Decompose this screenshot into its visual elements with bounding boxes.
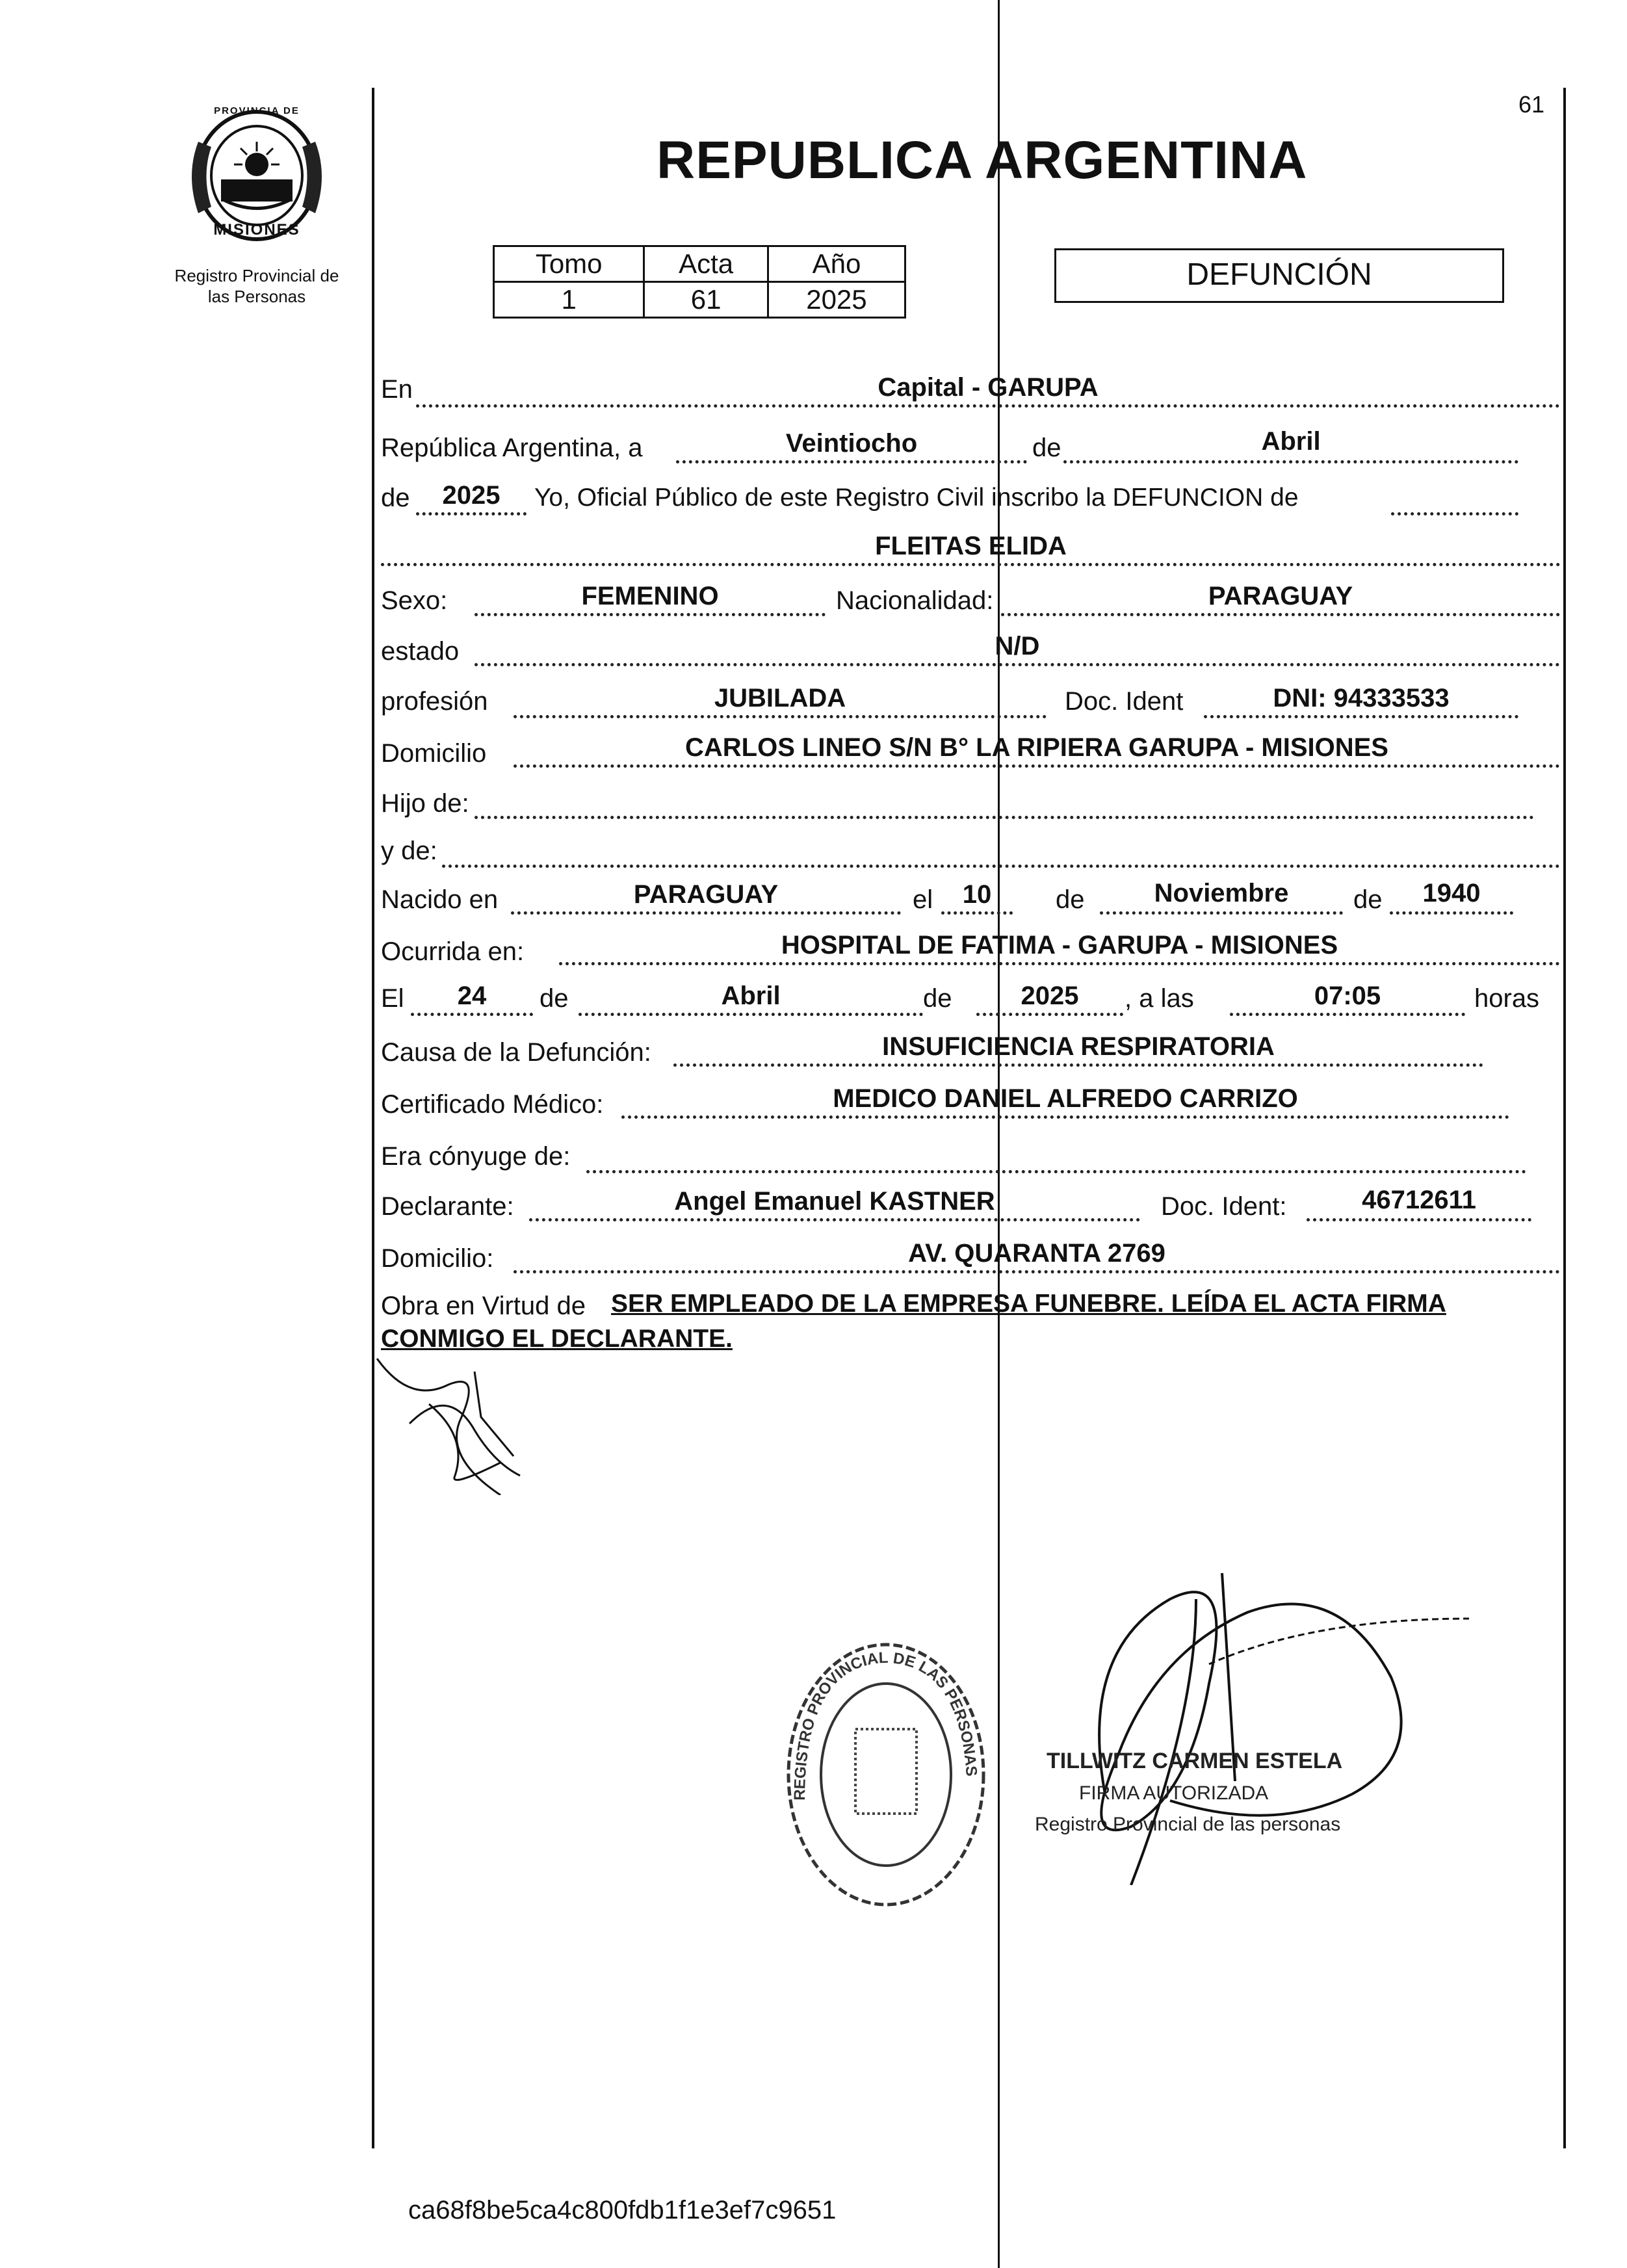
certificado-label: Certificado Médico: [381, 1090, 604, 1119]
page-number: 61 [1518, 91, 1545, 118]
dotted-line [514, 715, 1047, 718]
table-row [494, 282, 905, 318]
ocurrida-label: Ocurrida en: [381, 937, 525, 966]
dotted-line [529, 1218, 1140, 1221]
dotted-line [1230, 1013, 1465, 1016]
en-label: En [381, 375, 413, 404]
dotted-line [442, 865, 1560, 868]
death-month: Abril [721, 982, 781, 1010]
birth-de1-label: de [1056, 885, 1085, 914]
document-hash: ca68f8be5ca4c800fdb1f1e3ef7c9651 [408, 2196, 837, 2224]
dotted-line [514, 764, 1560, 768]
left-margin-rule [372, 88, 374, 2148]
death-year: 2025 [1021, 982, 1079, 1010]
nacionalidad-value: PARAGUAY [1208, 582, 1353, 610]
registry-name-line2: las Personas [207, 287, 306, 306]
page-title: REPUBLICA ARGENTINA [657, 131, 1308, 190]
deceased-name: FLEITAS ELIDA [875, 532, 1067, 560]
birth-month: Noviembre [1154, 879, 1289, 907]
dotted-line [673, 1063, 1483, 1067]
decl-doc-value: 46712611 [1362, 1186, 1476, 1214]
year-value: 2025 [442, 481, 501, 510]
month-value: Abril [1261, 427, 1321, 456]
center-fold-rule [998, 0, 1000, 2268]
emblem-caption-top: PROVINCIA DE [214, 105, 300, 116]
year-de-label: de [381, 484, 410, 512]
doc-ident-value: DNI: 94333533 [1273, 684, 1450, 712]
profesion-label: profesión [381, 687, 488, 716]
dotted-line [1001, 613, 1560, 616]
dotted-line [475, 613, 826, 616]
dotted-line [1100, 911, 1343, 915]
yde-label: y de: [381, 837, 437, 865]
decl-domicilio-value: AV. QUARANTA 2769 [908, 1239, 1165, 1268]
stamp-official-office: Registro Provincial de las personas [1035, 1814, 1341, 1835]
decl-doc-label: Doc. Ident: [1161, 1192, 1287, 1221]
death-time: 07:05 [1314, 982, 1381, 1010]
dotted-line [514, 1270, 1560, 1273]
estado-label: estado [381, 637, 460, 666]
certificado-value: MEDICO DANIEL ALFREDO CARRIZO [833, 1084, 1298, 1113]
svg-text:REGISTRO PROVINCIAL DE LAS PER: REGISTRO PROVINCIAL DE LAS PERSONAS [790, 1649, 980, 1801]
estado-value: N/D [995, 632, 1040, 660]
emblem-caption-bottom: MISIONES [213, 221, 300, 239]
table-header: Año [768, 246, 905, 282]
declarante-label: Declarante: [381, 1192, 514, 1221]
dotted-line [579, 1013, 923, 1016]
dotted-line [621, 1115, 1509, 1119]
table-header: Acta [644, 246, 768, 282]
doc-type-box: DEFUNCIÓN [1054, 248, 1504, 303]
day-text: Veintiocho [785, 429, 918, 458]
round-seal [779, 1632, 993, 1918]
stamp-official-role: FIRMA AUTORIZADA [1079, 1782, 1269, 1804]
domicilio-value: CARLOS LINEO S/N B° LA RIPIERA GARUPA - MISIONES [685, 733, 1388, 762]
declarante-value: Angel Emanuel KASTNER [674, 1187, 995, 1216]
yo-text: Yo, Oficial Público de este Registro Civil inscribo la DEFUNCION de [534, 484, 1299, 512]
obra-label: Obra en Virtud de [381, 1292, 586, 1320]
dotted-line [1307, 1218, 1531, 1221]
death-de1-label: de [540, 984, 569, 1013]
dotted-line [676, 460, 1027, 463]
dotted-line [416, 512, 527, 515]
dotted-line [941, 911, 1013, 915]
profesion-value: JUBILADA [714, 684, 846, 712]
stamp-official-name: TILLWITZ CARMEN ESTELA [1047, 1749, 1343, 1773]
birth-day: 10 [962, 880, 992, 909]
dotted-line [381, 563, 1561, 566]
hijo-label: Hijo de: [381, 789, 469, 818]
obra-value-line1: SER EMPLEADO DE LA EMPRESA FUNEBRE. LEÍDA EL ACTA FIRMA [611, 1290, 1446, 1318]
birth-year: 1940 [1422, 879, 1481, 907]
sexo-label: Sexo: [381, 586, 448, 615]
death-day: 24 [457, 982, 487, 1010]
causa-value: INSUFICIENCIA RESPIRATORIA [882, 1032, 1275, 1061]
obra-value-line2: CONMIGO EL DECLARANTE. [381, 1325, 733, 1353]
birth-de2-label: de [1353, 885, 1383, 914]
nacido-value: PARAGUAY [633, 880, 779, 909]
el2-label: El [381, 984, 404, 1013]
tomo-value: 1 [494, 282, 644, 318]
ocurrida-value: HOSPITAL DE FATIMA - GARUPA - MISIONES [781, 931, 1338, 959]
causa-label: Causa de la Defunción: [381, 1038, 651, 1067]
horas-label: horas [1474, 984, 1540, 1013]
dotted-line [475, 663, 1560, 666]
acta-value: 61 [644, 282, 768, 318]
dotted-line [416, 404, 1560, 408]
republica-label: República Argentina, a [381, 434, 643, 462]
table-header-row [494, 246, 905, 282]
ano-value: 2025 [768, 282, 905, 318]
dotted-line [475, 816, 1534, 819]
alas-label: , a las [1125, 984, 1194, 1013]
conyuge-label: Era cónyuge de: [381, 1142, 571, 1171]
dotted-line [586, 1170, 1526, 1173]
el-label: el [913, 885, 933, 914]
domicilio-label: Domicilio [381, 739, 487, 768]
table-header: Tomo [494, 246, 644, 282]
en-value: Capital - GARUPA [878, 373, 1099, 402]
reference-table [493, 245, 906, 319]
dotted-line [411, 1013, 533, 1016]
dotted-line [1063, 460, 1518, 463]
dotted-line [976, 1013, 1123, 1016]
declarant-signature [371, 1346, 566, 1495]
nacionalidad-label: Nacionalidad: [836, 586, 994, 615]
dotted-line [1390, 911, 1513, 915]
decl-domicilio-label: Domicilio: [381, 1244, 494, 1273]
death-de2-label: de [923, 984, 952, 1013]
dotted-line [559, 962, 1560, 965]
de-label: de [1032, 434, 1061, 462]
doc-ident-label: Doc. Ident [1065, 687, 1184, 716]
dotted-line [1204, 715, 1518, 718]
sexo-value: FEMENINO [581, 582, 719, 610]
seal-text [779, 1632, 993, 1918]
registry-name-line1: Registro Provincial de [174, 266, 339, 285]
right-margin-rule [1563, 88, 1566, 2148]
nacido-label: Nacido en [381, 885, 499, 914]
dotted-line [511, 911, 901, 915]
dotted-line [1391, 512, 1518, 515]
